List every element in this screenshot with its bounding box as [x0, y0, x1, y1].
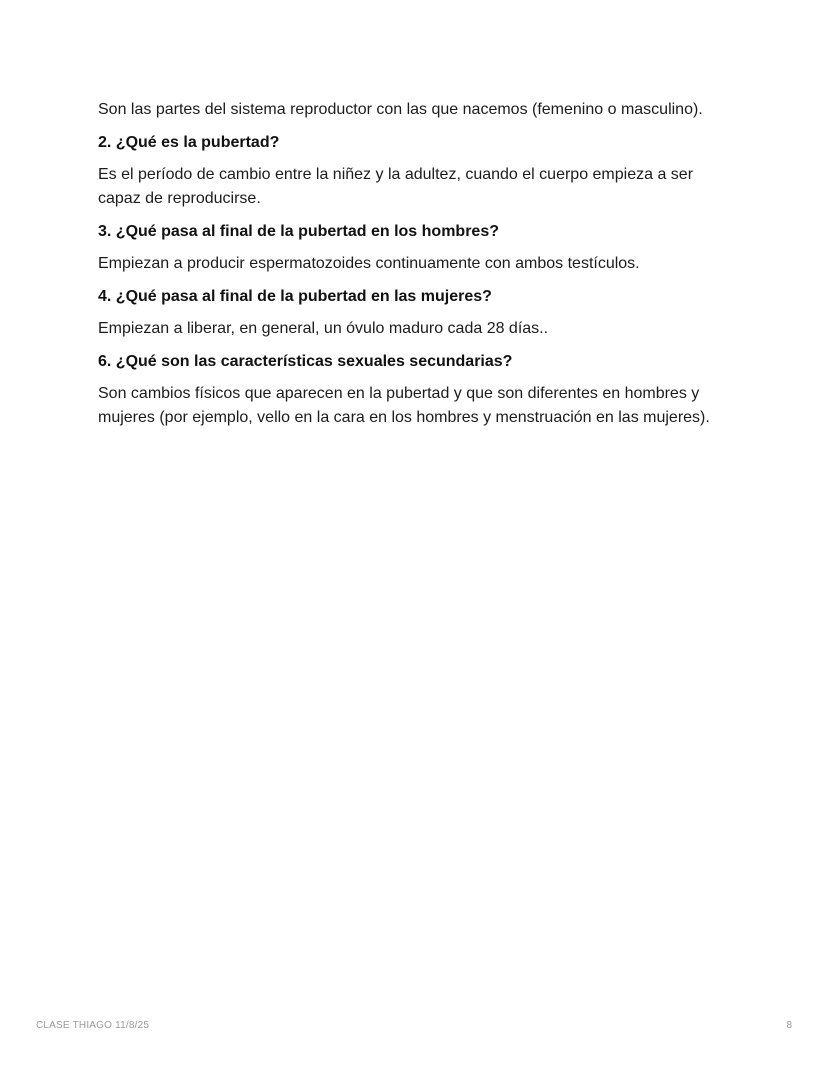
answer-paragraph: Empiezan a liberar, en general, un óvulo maduro cada 28 días..	[98, 320, 549, 337]
question-heading: 4. ¿Qué pasa al final de la pubertad en las mujeres?	[98, 288, 492, 305]
footer-title: CLASE THIAGO 11/8/25	[36, 1020, 150, 1031]
answer-paragraph: Son las partes del sistema reproductor con las que nacemos (femenino o masculino).	[98, 101, 703, 118]
answer-paragraph: Empiezan a producir espermatozoides continuamente con ambos testículos.	[98, 255, 640, 272]
question-heading: 2. ¿Qué es la pubertad?	[98, 134, 280, 151]
question-heading: 6. ¿Qué son las características sexuales secundarias?	[98, 353, 513, 370]
question-heading: 3. ¿Qué pasa al final de la pubertad en los hombres?	[98, 223, 499, 240]
answer-paragraph: Es el período de cambio entre la niñez y la adultez, cuando el cuerpo empieza a ser capaz de reproducirse.	[98, 166, 694, 207]
answer-paragraph: Son cambios físicos que aparecen en la pubertad y que son diferentes en hombres y mujeres (por ejemplo, vello en la cara en los hombres y menstruación en las mujeres).	[98, 385, 710, 426]
document-body	[98, 98, 728, 439]
page-number: 8	[786, 1020, 792, 1031]
